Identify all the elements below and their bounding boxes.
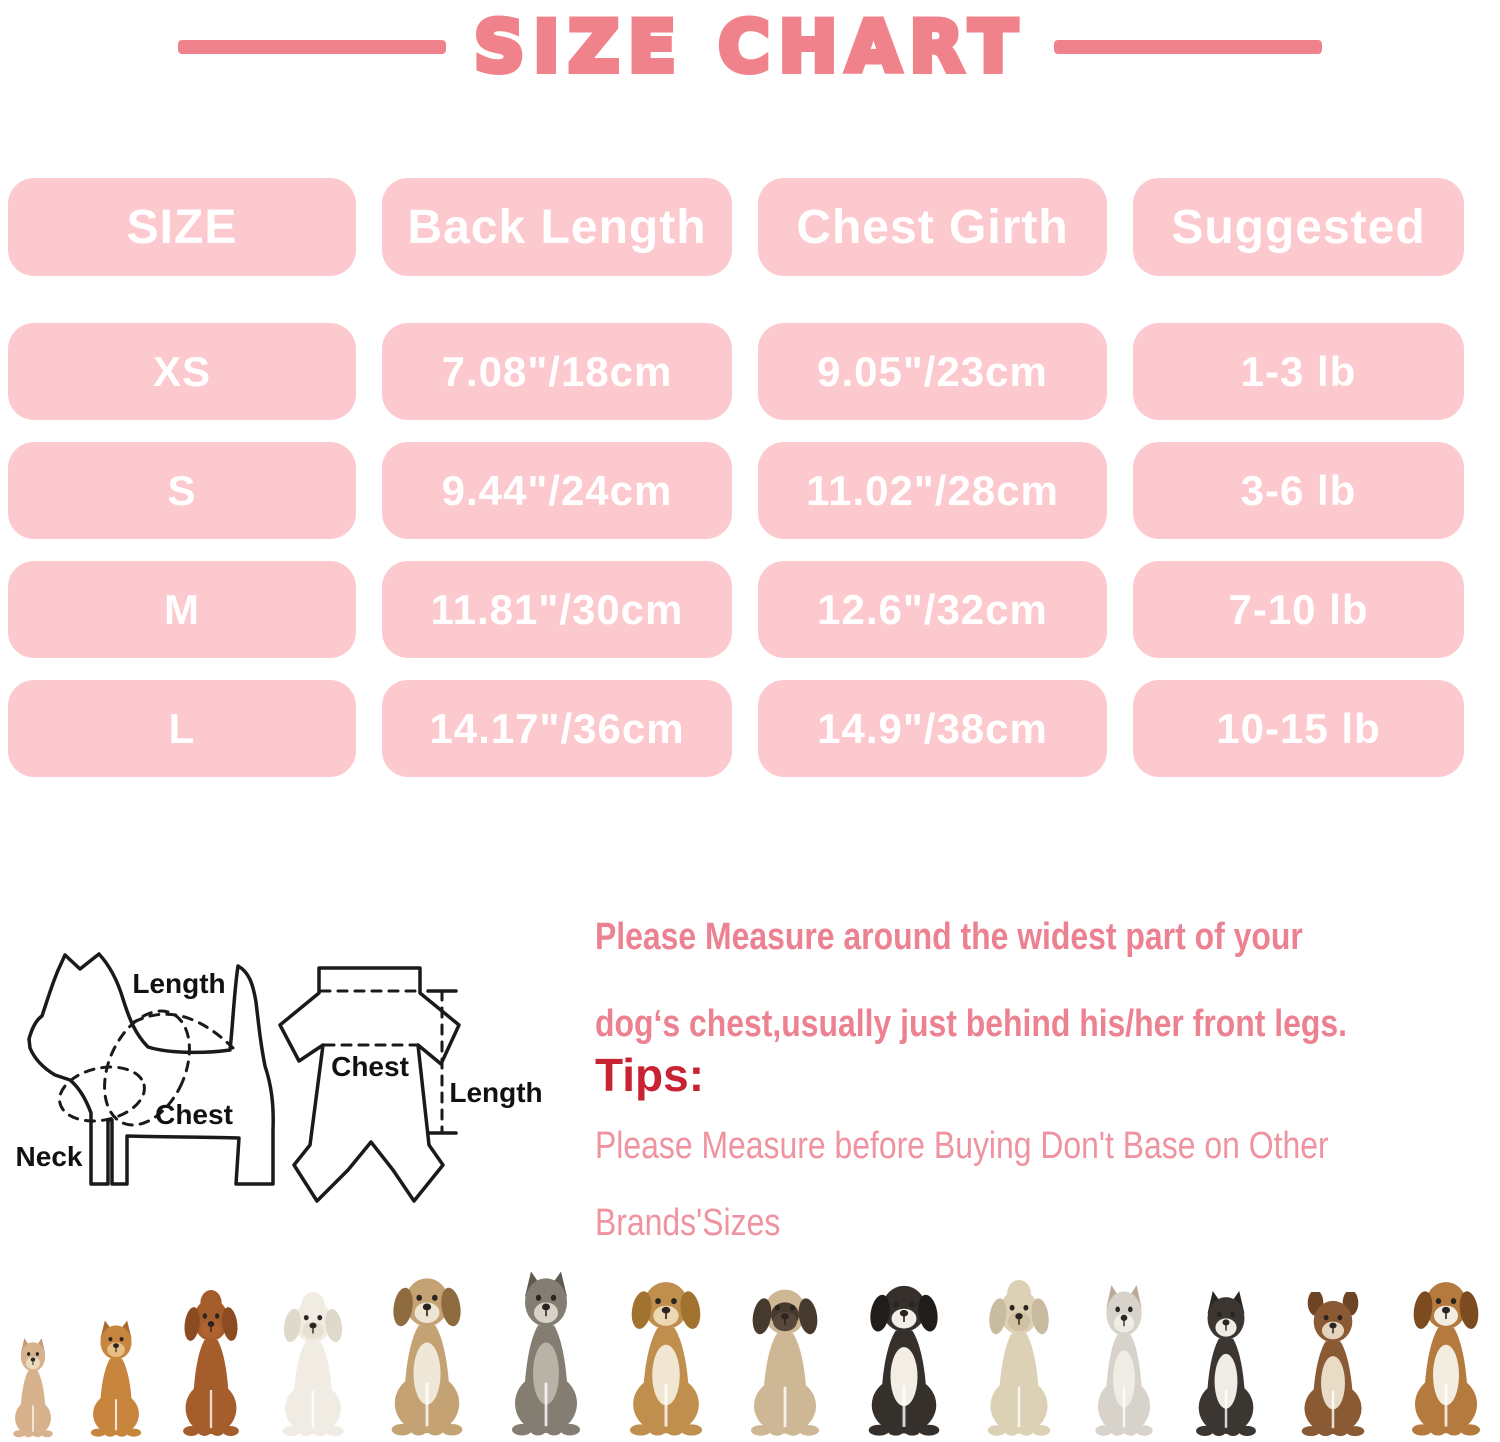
dog-photo-cavalier-king-charles	[852, 1276, 956, 1440]
dog-photo-pug	[735, 1280, 835, 1440]
tips-text-line-1: Please Measure before Buying Don't Base on Other	[595, 1125, 1329, 1167]
label-length-dog: Length	[132, 968, 226, 999]
title-rule-right	[1054, 40, 1322, 54]
cell-xs-chest-girth: 9.05"/23cm	[758, 323, 1107, 420]
garment-outline	[280, 968, 459, 1201]
label-chest-dog: Chest	[155, 1099, 233, 1130]
size-table-header	[8, 178, 1464, 276]
cell-m-suggested: 7-10 lb	[1133, 561, 1464, 658]
cell-s-size: S	[8, 442, 356, 539]
cell-l-size: L	[8, 680, 356, 777]
header-cell-chest-girth: Chest Girth	[758, 178, 1107, 276]
cell-m-chest-girth: 12.6"/32cm	[758, 561, 1107, 658]
cell-xs-back-length: 7.08"/18cm	[382, 323, 732, 420]
dog-photo-bichon-frise	[268, 1292, 358, 1440]
label-chest-garment: Chest	[331, 1051, 409, 1082]
size-table-body	[8, 323, 1464, 777]
cell-s-back-length: 9.44"/24cm	[382, 442, 732, 539]
dog-photo-pomeranian	[79, 1318, 153, 1440]
label-neck-dog: Neck	[15, 1141, 83, 1172]
dog-photo-jack-russell	[1082, 1282, 1166, 1440]
cell-m-back-length: 11.81"/30cm	[382, 561, 732, 658]
length-measure-arc	[134, 1014, 233, 1048]
dog-photo-schnauzer	[496, 1268, 596, 1440]
label-length-garment: Length	[449, 1077, 543, 1108]
cell-s-suggested: 3-6 lb	[1133, 442, 1464, 539]
dog-photo-chihuahua	[4, 1336, 62, 1440]
title-rule-left	[178, 40, 446, 54]
cell-m-size: M	[8, 561, 356, 658]
dog-photo-shih-tzu	[375, 1268, 479, 1440]
cell-xs-size: XS	[8, 323, 356, 420]
page-title: SIZE CHART	[473, 6, 1027, 88]
header-cell-suggested: Suggested	[1133, 178, 1464, 276]
dog-photo-beagle	[1396, 1272, 1496, 1440]
dog-photo-row	[0, 1268, 1500, 1440]
dog-photo-poodle	[973, 1280, 1065, 1440]
dog-photo-french-bulldog	[1287, 1292, 1379, 1440]
measurement-diagram	[2, 898, 562, 1233]
measure-note-line-1: Please Measure around the widest part of your	[595, 916, 1303, 958]
measure-note-line-2: dog‘s chest,usually just behind his/her front legs.	[595, 1003, 1348, 1045]
dog-photo-boston-terrier	[1182, 1288, 1270, 1440]
cell-l-suggested: 10-15 lb	[1133, 680, 1464, 777]
cell-s-chest-girth: 11.02"/28cm	[758, 442, 1107, 539]
cell-l-back-length: 14.17"/36cm	[382, 680, 732, 777]
cell-l-chest-girth: 14.9"/38cm	[758, 680, 1107, 777]
title-row	[0, 4, 1500, 90]
tips-text-line-2: Brands'Sizes	[595, 1202, 781, 1244]
tips-heading: Tips:	[595, 1049, 705, 1101]
header-cell-size: SIZE	[8, 178, 356, 276]
dog-photo-havanese	[613, 1272, 719, 1440]
cell-xs-suggested: 1-3 lb	[1133, 323, 1464, 420]
header-cell-back-length: Back Length	[382, 178, 732, 276]
dog-photo-toy-poodle	[170, 1290, 252, 1440]
